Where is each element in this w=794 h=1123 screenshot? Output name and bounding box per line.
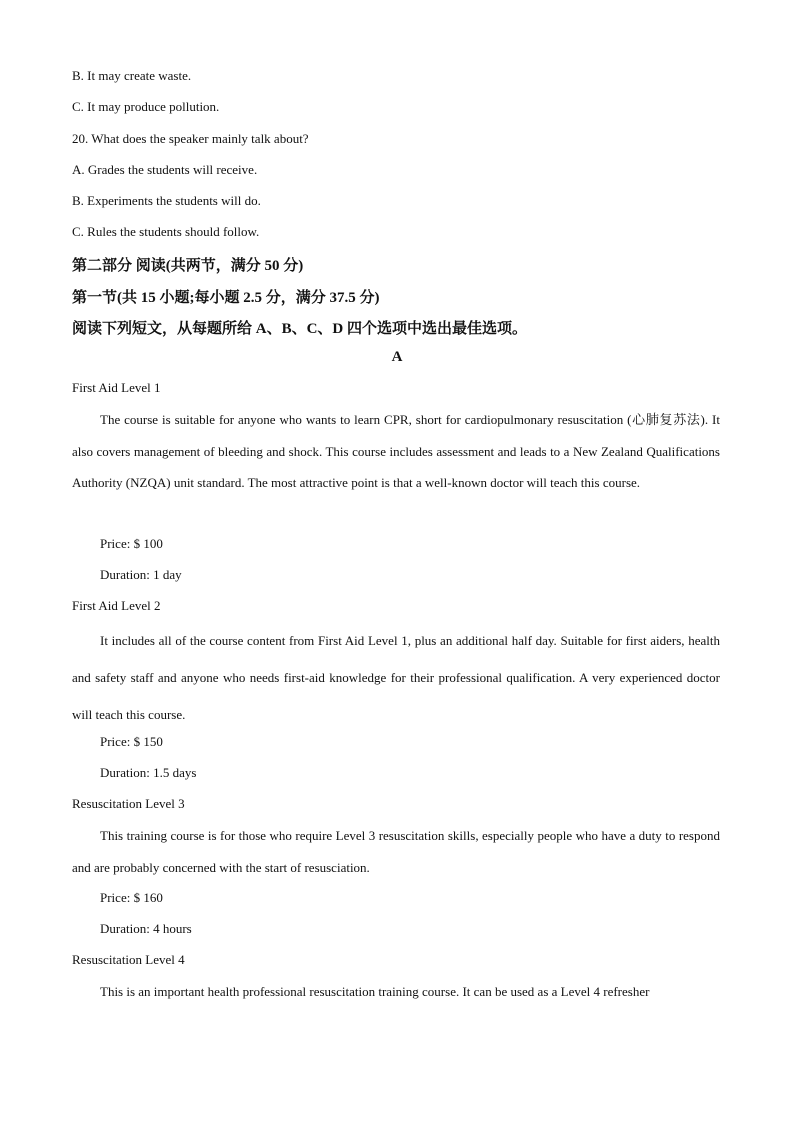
course-2-price: Price: $ 150 — [100, 734, 163, 749]
course-3-price: Price: $ 160 — [100, 890, 163, 905]
q19-option-b: B. It may create waste. — [72, 68, 192, 83]
q19-option-c: C. It may produce pollution. — [72, 99, 220, 114]
q20-option-a: A. Grades the students will receive. — [72, 162, 258, 177]
subsection-title: 第一节(共 15 小题;每小题 2.5 分，满分 37.5 分) — [72, 290, 380, 306]
course-4-description: This is an important health professional resuscitation training course. It can be used as a Level 4 refresher — [100, 984, 650, 999]
q20-option-b: B. Experiments the students will do. — [72, 193, 261, 208]
course-2-duration: Duration: 1.5 days — [100, 765, 197, 780]
course-1-title: First Aid Level 1 — [72, 380, 161, 395]
course-3-description: This training course is for those who require Level 3 resuscitation skills, especially people who have a duty to respond and are probably concerned with the start of resusciation. — [72, 828, 720, 875]
passage-label: A — [391, 349, 403, 365]
course-2-title: First Aid Level 2 — [72, 598, 161, 613]
q20-stem: 20. What does the speaker mainly talk about? — [72, 131, 309, 146]
instruction: 阅读下列短文，从每题所给 A、B、C、D 四个选项中选出最佳选项。 — [72, 321, 528, 337]
course-1-price: Price: $ 100 — [100, 536, 163, 551]
course-4-title: Resuscitation Level 4 — [72, 952, 185, 967]
course-3-title: Resuscitation Level 3 — [72, 796, 185, 811]
course-1-description: The course is suitable for anyone who wants to learn CPR, short for cardiopulmonary resuscitation (心肺复苏法). It also covers management of bleeding and shock. This course includes assessment and leads to a New Zealand Qualifications Authority (NZQA) unit standard. The most attractive point is that a well-known doctor will teach this course. — [72, 412, 720, 490]
course-2-description: It includes all of the course content from First Aid Level 1, plus an additional half day. Suitable for first aiders, health and safety staff and anyone who needs first-aid knowledge for their professional qualification. A very experienced doctor will teach this course. — [72, 633, 720, 722]
course-1-duration: Duration: 1 day — [100, 567, 182, 582]
q20-option-c: C. Rules the students should follow. — [72, 224, 260, 239]
part-title: 第二部分 阅读(共两节，满分 50 分) — [72, 258, 304, 274]
course-3-duration: Duration: 4 hours — [100, 921, 192, 936]
